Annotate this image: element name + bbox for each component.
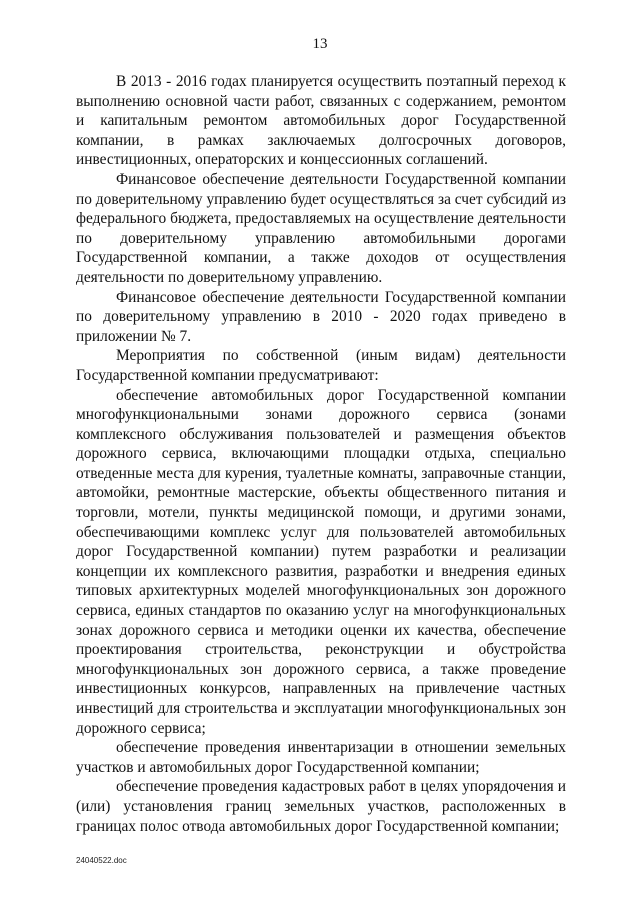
paragraph-own-activity-intro: Мероприятия по собственной (иным видам) деятельности Государственной компании предусматривают:	[76, 347, 566, 384]
paragraph-inventory: обеспечение проведения инвентаризации в отношении земельных участков и автомобильных дорог Государственной компании;	[76, 739, 566, 776]
footer-document-code: 24040522.doc	[76, 856, 127, 865]
paragraph-transition-plan: В 2013 - 2016 годах планируется осуществить поэтапный переход к выполнению основной части работ, связанных с содержанием, ремонтом и капитальным ремонтом автомобильных дорог Государственной компании, в рамках заключаемых долгосрочных договоров, инвестиционных, операторских и концессионных соглашений.	[76, 73, 566, 169]
paragraph-trust-financing: Финансовое обеспечение деятельности Государственной компании по доверительному управлению будет осуществляться за счет субсидий из федерального бюджета, предоставляемых на осуществление деятельности по доверительному управлению автомобильными дорогами Государственной компании, а также доходов от осуществления деятельности по доверительному управлению.	[76, 170, 566, 286]
paragraph-appendix-reference: Финансовое обеспечение деятельности Государственной компании по доверительному управлению в 2010 - 2020 годах приведено в приложении № 7.	[76, 288, 566, 345]
paragraph-cadastral-works: обеспечение проведения кадастровых работ в целях упорядочения и (или) установления границ земельных участков, расположенных в границах полос отвода автомобильных дорог Государственной компании;	[76, 778, 566, 835]
document-body	[76, 72, 566, 836]
page-number: 13	[312, 36, 328, 52]
paragraph-service-zones: обеспечение автомобильных дорог Государственной компании многофункциональными зонами дорожного сервиса (зонами комплексного обслуживания пользователей и размещения объектов дорожного сервиса, включающими площадки отдыха, специально отведенные места для курения, туалетные комнаты, заправочные станции, автомойки, ремонтные мастерские, объекты общественного питания и торговли, мотели, пункты медицинской помощи, и другими зонами, обеспечивающими комплекс услуг для пользователей автомобильных дорог Государственной компании) путем разработки и реализации концепции их комплексного развития, разработки и внедрения единых типовых архитектурных моделей многофункциональных зон дорожного сервиса, единых стандартов по оказанию услуг на многофункциональных зонах дорожного сервиса и методики оценки их качества, обеспечение проектирования строительства, реконструкции и обустройства многофункциональных зон дорожного сервиса, а также проведение инвестиционных конкурсов, направленных на привлечение частных инвестиций для строительства и эксплуатации многофункциональных зон дорожного сервиса;	[76, 386, 566, 737]
